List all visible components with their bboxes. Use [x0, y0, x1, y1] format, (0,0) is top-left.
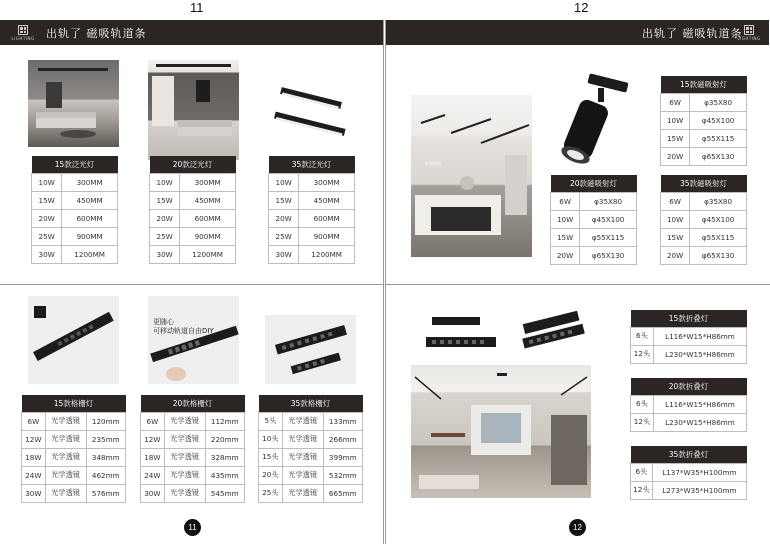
brand-logo: LIGHTING	[734, 22, 764, 44]
spec-table-15-floodlight	[31, 156, 118, 264]
cell: 光学透镜	[45, 484, 86, 502]
cell: 462mm	[86, 466, 125, 484]
table-title: 20款泛光灯	[150, 156, 236, 173]
spec-table-20-spotlight	[550, 175, 637, 265]
cell: 450MM	[62, 191, 118, 209]
spec-table-35-floodlight	[268, 156, 355, 264]
caption-line-1: 更随心	[153, 318, 174, 326]
cell: 15W	[32, 191, 62, 209]
page-number-top-right: 12	[574, 0, 589, 15]
cell: 光学透镜	[164, 448, 205, 466]
cell: 15头	[259, 448, 283, 466]
cell: 348mm	[86, 448, 125, 466]
cell: 6头	[631, 327, 654, 345]
spotlight-icon	[558, 72, 634, 172]
cell: φ35X80	[690, 192, 747, 210]
table-title: 20款折叠灯	[631, 378, 747, 395]
cell: φ35X80	[690, 93, 747, 111]
cell: 545mm	[205, 484, 244, 502]
cell: 30W	[32, 245, 62, 263]
grille-light-pair-photo	[265, 315, 356, 384]
cell: 6W	[141, 412, 165, 430]
cell: 665mm	[323, 484, 362, 502]
spotlight-product-photo	[558, 72, 634, 172]
spec-table-20-grille	[140, 395, 245, 503]
cell: 10W	[150, 173, 180, 191]
right-page-header	[386, 20, 769, 45]
cell: φ55X115	[690, 228, 747, 246]
horizontal-divider	[386, 284, 770, 285]
cell: L230*W15*H86mm	[653, 345, 746, 363]
cell: 6W	[22, 412, 46, 430]
cell: 900MM	[299, 227, 355, 245]
spec-table-15-spotlight	[660, 76, 747, 166]
hall-illustration	[411, 365, 591, 498]
cell: 133mm	[323, 412, 362, 430]
cell: 6W	[551, 192, 580, 210]
cell: 300MM	[299, 173, 355, 191]
linear-light-product-photo	[268, 86, 348, 146]
spec-table-35-grille	[258, 395, 363, 503]
cell: 10W	[269, 173, 299, 191]
bedroom-overlay-text: 卧室照明	[425, 161, 441, 166]
cell: 光学透镜	[164, 430, 205, 448]
horizontal-divider	[0, 284, 384, 285]
cell: 220mm	[205, 430, 244, 448]
cell: 20W	[32, 209, 62, 227]
diy-track-icon	[148, 296, 239, 384]
living-room-illustration	[28, 60, 119, 147]
cell: L230*W15*H86mm	[653, 413, 746, 431]
folding-light-icon	[422, 303, 592, 373]
brand-logo: LIGHTING	[8, 22, 38, 44]
cell: 10W	[551, 210, 580, 228]
cell: 266mm	[323, 430, 362, 448]
cell: L116*W15*H86mm	[653, 395, 746, 413]
cell: 300MM	[62, 173, 118, 191]
cell: 10头	[259, 430, 283, 448]
grille-light-icon	[28, 296, 119, 384]
table-title: 15款折叠灯	[631, 310, 747, 327]
cell: φ55X115	[580, 228, 637, 246]
cell: 10W	[661, 210, 690, 228]
cell: 12头	[631, 413, 654, 431]
cell: 12头	[631, 481, 653, 499]
cell: φ65X130	[690, 246, 747, 264]
table-title: 20款格栅灯	[141, 395, 245, 412]
cell: 15W	[551, 228, 580, 246]
page-number-badge-right: 12	[569, 519, 586, 536]
spec-table-20-folding	[630, 378, 747, 432]
cell: 10W	[32, 173, 62, 191]
cell: 20W	[269, 209, 299, 227]
bedroom-illustration	[411, 95, 532, 257]
cell: 光学透镜	[282, 484, 323, 502]
cell: 235mm	[86, 430, 125, 448]
cell: 120mm	[86, 412, 125, 430]
cell: 20W	[661, 246, 690, 264]
cell: 600MM	[180, 209, 236, 227]
cell: 20头	[259, 466, 283, 484]
cell: 12W	[22, 430, 46, 448]
cell: 450MM	[180, 191, 236, 209]
cell: 435mm	[205, 466, 244, 484]
cell: L116*W15*H86mm	[653, 327, 746, 345]
cell: 6头	[631, 463, 653, 481]
cell: 25头	[259, 484, 283, 502]
living-room-photo-1	[28, 60, 119, 147]
page-number-badge-left: 11	[184, 519, 201, 536]
cell: 光学透镜	[45, 466, 86, 484]
cell: 光学透镜	[45, 412, 86, 430]
cell: 18W	[141, 448, 165, 466]
cell: 30W	[141, 484, 165, 502]
cell: 15W	[661, 228, 690, 246]
cell: 1200MM	[299, 245, 355, 263]
cell: 1200MM	[62, 245, 118, 263]
cell: 光学透镜	[45, 430, 86, 448]
left-page	[0, 20, 384, 544]
left-page-header	[0, 20, 383, 45]
cell: 30W	[269, 245, 299, 263]
linear-light-icon	[268, 86, 348, 146]
cell: 12头	[631, 345, 654, 363]
cell: 5头	[259, 412, 283, 430]
right-header-title: 出轨了 磁吸轨道条	[642, 27, 743, 40]
cell: φ55X115	[690, 129, 747, 147]
cell: 光学透镜	[164, 466, 205, 484]
cell: 25W	[269, 227, 299, 245]
cell: 15W	[150, 191, 180, 209]
cell: 328mm	[205, 448, 244, 466]
cell: L137*W35*H100mm	[652, 463, 746, 481]
spec-table-35-spotlight	[660, 175, 747, 265]
table-title: 15款磁吸射灯	[661, 76, 747, 93]
cell: 600MM	[299, 209, 355, 227]
cell: 25W	[32, 227, 62, 245]
cell: 24W	[22, 466, 46, 484]
cell: 6W	[661, 93, 690, 111]
spec-table-20-floodlight	[149, 156, 236, 264]
cell: 光学透镜	[45, 448, 86, 466]
cell: 20W	[661, 147, 690, 165]
spec-table-15-folding	[630, 310, 747, 364]
cell: φ35X80	[580, 192, 637, 210]
cell: 25W	[150, 227, 180, 245]
table-title: 35款格栅灯	[259, 395, 363, 412]
cell: φ65X130	[690, 147, 747, 165]
cell: 光学透镜	[282, 430, 323, 448]
cell: 6W	[661, 192, 690, 210]
cell: 12W	[141, 430, 165, 448]
cell: φ45X100	[690, 111, 747, 129]
spec-table-15-grille	[21, 395, 126, 503]
cell: 18W	[22, 448, 46, 466]
living-room-photo-2	[148, 60, 239, 160]
cell: φ65X130	[580, 246, 637, 264]
caption-line-2: 可移动轨道自由DIY	[153, 327, 214, 335]
cell: 450MM	[299, 191, 355, 209]
cell: 30W	[150, 245, 180, 263]
cell: 光学透镜	[282, 448, 323, 466]
cell: 900MM	[180, 227, 236, 245]
living-room-illustration-2	[148, 60, 239, 160]
cell: 光学透镜	[164, 484, 205, 502]
cell: 576mm	[86, 484, 125, 502]
cell: 20W	[551, 246, 580, 264]
table-title: 15款泛光灯	[32, 156, 118, 173]
cell: 光学透镜	[282, 412, 323, 430]
cell: 600MM	[62, 209, 118, 227]
table-title: 20款磁吸射灯	[551, 175, 637, 192]
diy-track-photo	[148, 296, 239, 384]
table-title: 15款格栅灯	[22, 395, 126, 412]
left-header-title: 出轨了 磁吸轨道条	[46, 27, 147, 40]
cell: 1200MM	[180, 245, 236, 263]
cell: 10W	[661, 111, 690, 129]
cell: 光学透镜	[282, 466, 323, 484]
cell: 399mm	[323, 448, 362, 466]
table-title: 35款磁吸射灯	[661, 175, 747, 192]
living-hall-photo	[411, 365, 591, 498]
folding-light-product-photo	[422, 303, 592, 373]
bedroom-photo	[411, 95, 532, 257]
page-number-top-left: 11	[190, 0, 204, 15]
cell: 6头	[631, 395, 654, 413]
cell: 20W	[150, 209, 180, 227]
spec-table-35-folding	[630, 446, 747, 500]
table-title: 35款泛光灯	[269, 156, 355, 173]
cell: 532mm	[323, 466, 362, 484]
grille-light-product-photo	[28, 296, 119, 384]
cell: 900MM	[62, 227, 118, 245]
cell: L273*W35*H100mm	[652, 481, 746, 499]
cell: 300MM	[180, 173, 236, 191]
right-page	[385, 20, 769, 544]
cell: φ45X100	[580, 210, 637, 228]
cell: 112mm	[205, 412, 244, 430]
cell: 30W	[22, 484, 46, 502]
cell: 15W	[661, 129, 690, 147]
table-title: 35款折叠灯	[631, 446, 747, 463]
cell: 15W	[269, 191, 299, 209]
grille-light-pair-icon	[265, 315, 356, 384]
diy-caption	[153, 318, 214, 336]
cell: 24W	[141, 466, 165, 484]
cell: φ45X100	[690, 210, 747, 228]
cell: 光学透镜	[164, 412, 205, 430]
